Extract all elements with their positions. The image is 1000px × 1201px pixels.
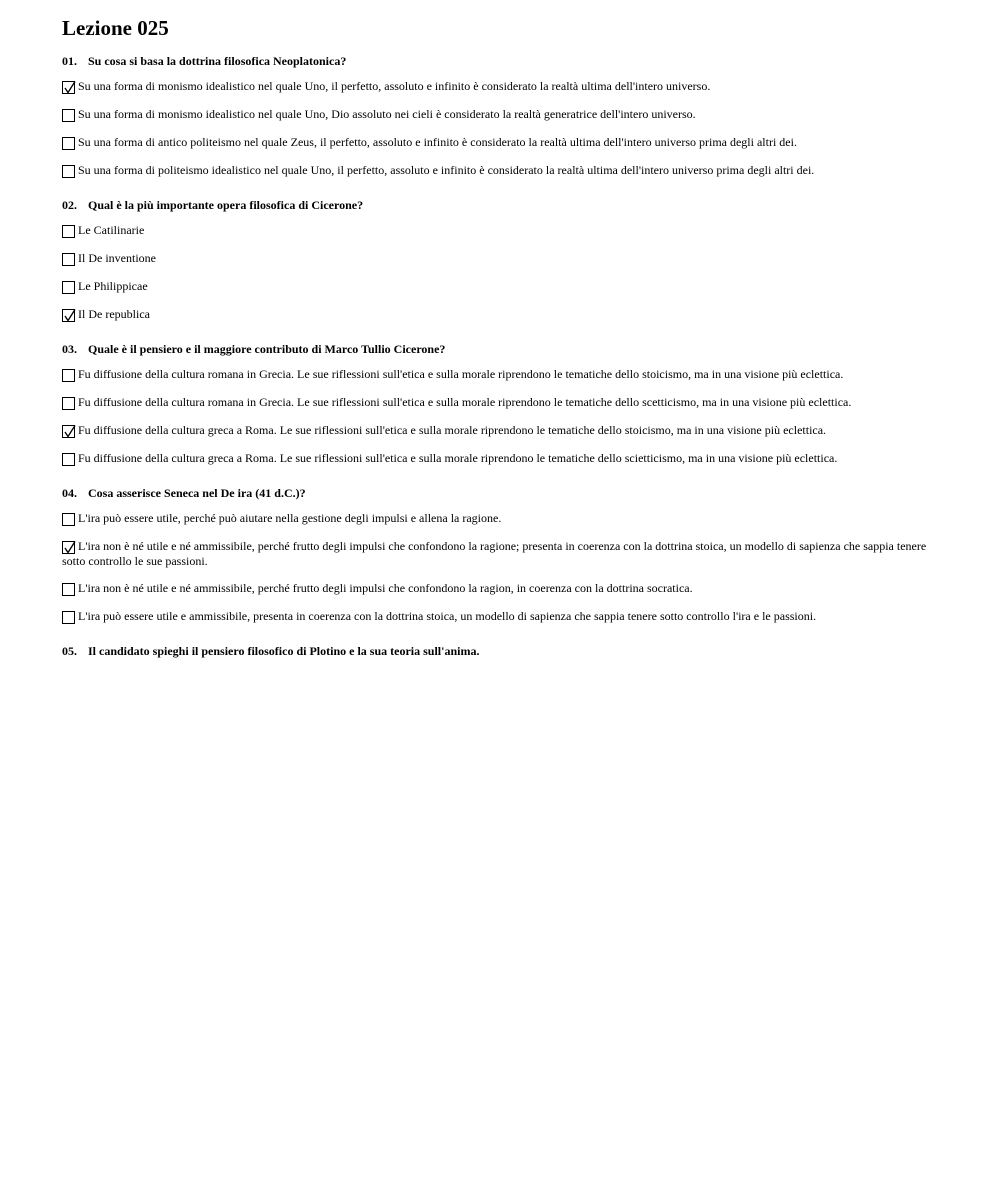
answer-text: Il De republica (78, 307, 150, 321)
checkbox[interactable] (62, 583, 75, 596)
checkmark-icon (63, 425, 76, 439)
checkbox-checked[interactable] (62, 541, 75, 554)
question-number: 04. (62, 486, 77, 500)
question-header (62, 643, 942, 659)
answer-option (62, 395, 942, 411)
answer-text: Fu diffusione della cultura greca a Roma. Le sue riflessioni sull'etica e sulla morale riprendono le tematiche dello stoicismo, ma in una visione più eclettica. (78, 423, 827, 437)
question-header (62, 341, 942, 357)
question-number: 02. (62, 198, 77, 212)
question-04 (62, 485, 942, 625)
question-02 (62, 197, 942, 323)
question-number: 03. (62, 342, 77, 356)
answer-option (62, 107, 942, 123)
checkbox[interactable] (62, 397, 75, 410)
question-text: Il candidato spieghi il pensiero filosofico di Plotino e la sua teoria sull'anima. (88, 644, 480, 658)
answer-text: Su una forma di antico politeismo nel quale Zeus, il perfetto, assoluto e infinito è considerato la realtà ultima dell'intero universo prima degli altri dei. (78, 135, 797, 149)
answer-text: Fu diffusione della cultura romana in Grecia. Le sue riflessioni sull'etica e sulla morale riprendono le tematiche dello stoicismo, ma in una visione più eclettica. (78, 367, 844, 381)
checkmark-icon (63, 81, 76, 95)
answer-option (62, 367, 942, 383)
answer-option (62, 251, 942, 267)
checkbox[interactable] (62, 137, 75, 150)
answer-option (62, 223, 942, 239)
checkbox[interactable] (62, 453, 75, 466)
question-text: Quale è il pensiero e il maggiore contributo di Marco Tullio Cicerone? (88, 342, 446, 356)
question-05 (62, 643, 942, 659)
checkbox[interactable] (62, 611, 75, 624)
checkbox[interactable] (62, 109, 75, 122)
answer-option (62, 79, 942, 95)
lesson-title: Lezione 025 (62, 16, 169, 40)
answer-option (62, 135, 942, 151)
checkbox[interactable] (62, 253, 75, 266)
answer-option (62, 511, 942, 527)
checkbox[interactable] (62, 225, 75, 238)
checkmark-icon (63, 541, 76, 555)
question-text: Qual è la più importante opera filosofica di Cicerone? (88, 198, 364, 212)
answer-option (62, 581, 942, 597)
answer-option (62, 451, 942, 467)
answer-text: L'ira non è né utile e né ammissibile, perché frutto degli impulsi che confondono la ragione; presenta in coerenza con la dottrina stoica, un modello di sapienza che sappia tenere sotto controllo le sue passioni. (62, 539, 927, 568)
question-01 (62, 53, 942, 179)
question-header (62, 53, 942, 69)
checkbox[interactable] (62, 369, 75, 382)
checkbox[interactable] (62, 165, 75, 178)
answer-list (62, 223, 942, 323)
checkbox-checked[interactable] (62, 81, 75, 94)
question-number: 01. (62, 54, 77, 68)
question-header (62, 197, 942, 213)
answer-text: Su una forma di politeismo idealistico nel quale Uno, il perfetto, assoluto e infinito è considerato la realtà ultima dell'intero universo prima degli altri dei. (78, 163, 815, 177)
answer-list (62, 79, 942, 179)
answer-option (62, 163, 942, 179)
checkmark-icon (63, 309, 76, 323)
checkbox-checked[interactable] (62, 309, 75, 322)
answer-option (62, 279, 942, 295)
question-header (62, 485, 942, 501)
question-text: Su cosa si basa la dottrina filosofica Neoplatonica? (88, 54, 347, 68)
answer-text: Il De inventione (78, 251, 156, 265)
document-page (62, 14, 942, 677)
answer-text: L'ira può essere utile e ammissibile, presenta in coerenza con la dottrina stoica, un modello di sapienza che sappia tenere sotto controllo l'ira e le passioni. (78, 609, 817, 623)
answer-text: Fu diffusione della cultura greca a Roma. Le sue riflessioni sull'etica e sulla morale riprendono le tematiche dello scietticismo, ma in una visione più eclettica. (78, 451, 838, 465)
answer-list (62, 367, 942, 467)
checkbox[interactable] (62, 281, 75, 294)
answer-option (62, 609, 942, 625)
checkbox-checked[interactable] (62, 425, 75, 438)
answer-text: L'ira può essere utile, perché può aiutare nella gestione degli impulsi e allena la ragione. (78, 511, 502, 525)
answer-text: Fu diffusione della cultura romana in Grecia. Le sue riflessioni sull'etica e sulla morale riprendono le tematiche dello scetticismo, ma in una visione più eclettica. (78, 395, 852, 409)
question-text: Cosa asserisce Seneca nel De ira (41 d.C.)? (88, 486, 306, 500)
question-number: 05. (62, 644, 77, 658)
answer-text: L'ira non è né utile e né ammissibile, perché frutto degli impulsi che confondono la ragion, in coerenza con la dottrina socratica. (78, 581, 693, 595)
answer-option (62, 423, 942, 439)
checkbox[interactable] (62, 513, 75, 526)
answer-option (62, 539, 942, 569)
answer-text: Su una forma di monismo idealistico nel quale Uno, Dio assoluto nei cieli è considerato la realtà generatrice dell'intero universo. (78, 107, 696, 121)
answer-text: Le Catilinarie (78, 223, 145, 237)
question-03 (62, 341, 942, 467)
answer-option (62, 307, 942, 323)
answer-text: Su una forma di monismo idealistico nel quale Uno, il perfetto, assoluto e infinito è considerato la realtà ultima dell'intero universo. (78, 79, 711, 93)
answer-list (62, 511, 942, 625)
answer-text: Le Philippicae (78, 279, 148, 293)
